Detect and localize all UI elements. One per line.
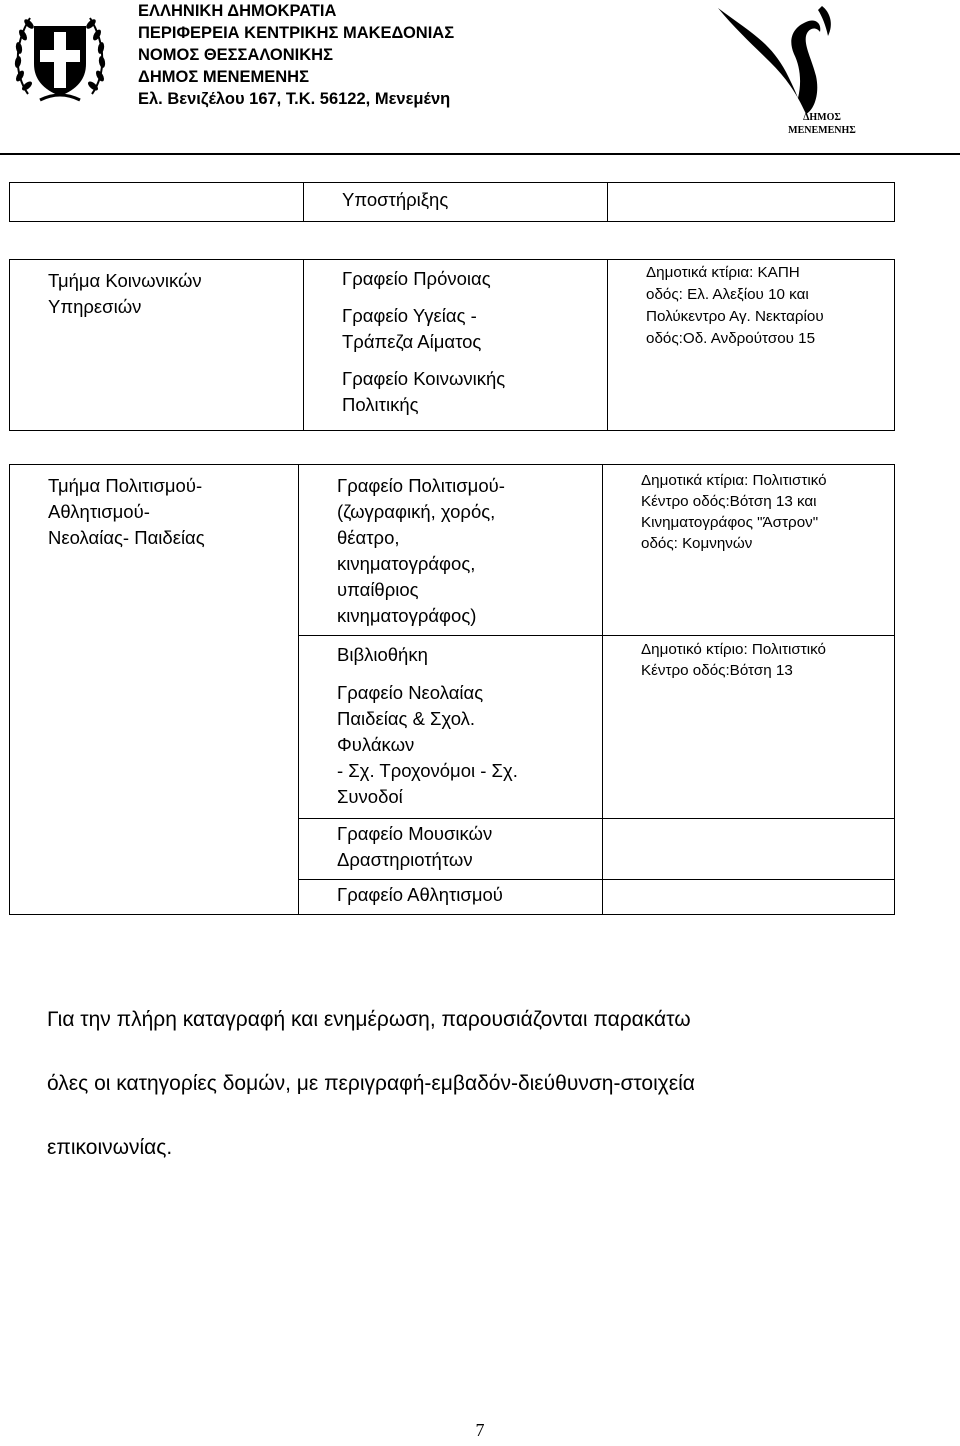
building-line: οδός: Κομνηνών xyxy=(641,535,753,552)
building-line: Πολύκεντρο Αγ. Νεκταρίου xyxy=(646,308,824,325)
office-name: Τράπεζα Αίματος xyxy=(342,331,482,352)
table-row xyxy=(10,260,895,431)
department-name-line: Νεολαίας- Παιδείας xyxy=(48,527,205,548)
header-line-region: ΠΕΡΙΦΕΡΕΙΑ ΚΕΝΤΡΙΚΗΣ ΜΑΚΕΔΟΝΙΑΣ xyxy=(138,24,455,42)
paragraph-line: επικοινωνίας. xyxy=(47,1136,173,1159)
office-line: Παιδείας & Σχολ. xyxy=(337,708,476,729)
building-line: Δημοτικά κτίρια: Πολιτιστικό xyxy=(641,472,827,489)
office-name: Πολιτικής xyxy=(342,394,419,415)
header-letterhead xyxy=(138,0,498,110)
department-name-line: Τμήμα Κοινωνικών xyxy=(48,270,202,291)
table-cell-empty xyxy=(608,183,895,222)
building-line: Κέντρο οδός:Βότση 13 xyxy=(641,662,793,679)
office-line: υπαίθριος xyxy=(337,579,419,600)
logo-text-menemenis: ΜΕΝΕΜΕΝΗΣ xyxy=(788,125,856,136)
logo-text-demos: ΔΗΜΟΣ xyxy=(803,112,841,123)
building-line: Δημοτικό κτίριο: Πολιτιστικό xyxy=(641,641,826,658)
buildings-cell-empty xyxy=(603,819,895,880)
header-line-municipality: ΔΗΜΟΣ ΜΕΝΕΜΕΝΗΣ xyxy=(138,68,309,86)
office-line: Γραφείο Νεολαίας xyxy=(337,682,484,703)
greek-coat-of-arms-icon xyxy=(10,4,110,106)
department-name-line: Τμήμα Πολιτισμού- xyxy=(48,475,203,496)
buildings-cell-empty xyxy=(603,880,895,915)
office-sports-cell xyxy=(299,880,603,915)
office-music-cell xyxy=(299,819,603,880)
office-line: θέατρο, xyxy=(337,527,400,548)
buildings-cell xyxy=(603,636,895,819)
body-paragraph xyxy=(47,988,927,1180)
office-name: Γραφείο Κοινωνικής xyxy=(342,368,506,389)
office-line: (ζωγραφική, χορός, xyxy=(337,501,496,522)
departments-table-social xyxy=(9,182,895,222)
table-cell-empty xyxy=(10,183,304,222)
buildings-cell xyxy=(603,465,895,636)
office-line: - Σχ. Τροχονόμοι - Σχ. xyxy=(337,760,518,781)
office-line: κινηματογράφος) xyxy=(337,605,477,626)
office-line: Γραφείο Αθλητισμού xyxy=(337,884,503,905)
office-name: Γραφείο Υγείας - xyxy=(342,305,477,326)
office-name: Γραφείο Πρόνοιας xyxy=(342,268,491,289)
building-line: οδός: Ελ. Αλεξίου 10 και xyxy=(646,286,809,303)
office-line: Συνοδοί xyxy=(337,786,403,807)
office-line: Δραστηριοτήτων xyxy=(337,849,473,870)
municipality-logo xyxy=(710,2,860,140)
header-line-country: ΕΛΛΗΝΙΚΗ ΔΗΜΟΚΡΑΤΙΑ xyxy=(138,2,337,20)
table-row xyxy=(10,465,895,636)
support-label: Υποστήριξης xyxy=(342,189,449,210)
department-name-line: Υπηρεσιών xyxy=(48,296,142,317)
office-line: Βιβλιοθήκη xyxy=(337,644,428,665)
buildings-cell xyxy=(608,260,895,431)
paragraph-line: όλες οι κατηγορίες δομών, με περιγραφή-εμβαδόν-διεύθυνση-στοιχεία xyxy=(47,1072,695,1095)
page-number: 7 xyxy=(475,1420,485,1440)
office-line: κινηματογράφος, xyxy=(337,553,476,574)
office-line: Φυλάκων xyxy=(337,734,415,755)
building-line: Δημοτικά κτίρια: ΚΑΠΗ xyxy=(646,264,800,281)
office-library-youth-cell xyxy=(299,636,603,819)
departments-table-social-services xyxy=(9,259,895,431)
office-culture-cell xyxy=(299,465,603,636)
departments-table-culture xyxy=(9,464,895,915)
building-line: Κέντρο οδός:Βότση 13 και xyxy=(641,493,817,510)
header-line-address: Ελ. Βενιζέλου 167, Τ.Κ. 56122, Μενεμένη xyxy=(138,90,451,108)
department-name-line: Αθλητισμού- xyxy=(48,501,150,522)
building-line: Κινηματογράφος "Άστρον" xyxy=(641,514,819,531)
office-line: Γραφείο Πολιτισμού- xyxy=(337,475,505,496)
department-name-cell xyxy=(10,260,304,431)
offices-cell xyxy=(304,260,608,431)
header-divider xyxy=(0,153,960,155)
header-line-prefecture: ΝΟΜΟΣ ΘΕΣΣΑΛΟΝΙΚΗΣ xyxy=(138,46,334,64)
table-row xyxy=(10,183,895,222)
building-line: οδός:Οδ. Ανδρούτσου 15 xyxy=(646,330,816,347)
paragraph-line: Για την πλήρη καταγραφή και ενημέρωση, παρουσιάζονται παρακάτω xyxy=(47,1008,691,1031)
office-line: Γραφείο Μουσικών xyxy=(337,823,493,844)
table-cell-support xyxy=(304,183,608,222)
department-name-cell xyxy=(10,465,299,915)
